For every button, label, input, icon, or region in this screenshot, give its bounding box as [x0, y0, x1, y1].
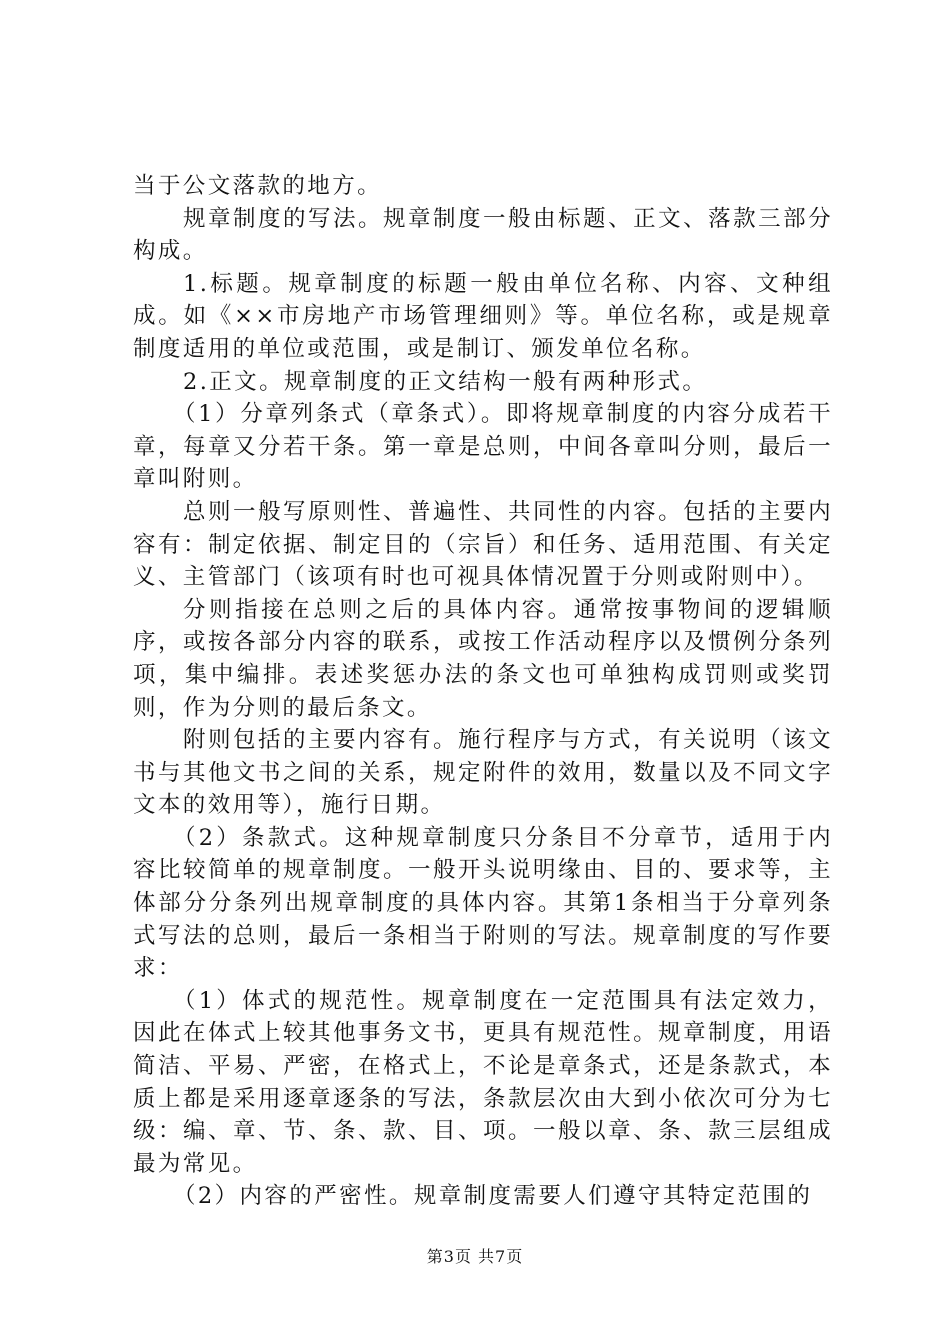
paragraph: （2）条款式。这种规章制度只分条目不分章节，适用于内容比较简单的规章制度。一般开头说明缘由、目的、要求等，主体部分分条列出规章制度的具体内容。其第1条相当于分章列条式写法的总则，最后一条相当于附则的写法。规章制度的写作要求： [133, 824, 833, 982]
paragraph: 附则包括的主要内容有。施行程序与方式，有关说明（该文书与其他文书之间的关系，规定附件的效用，数量以及不同文字文本的效用等），施行日期。 [133, 727, 833, 819]
paragraph: 规章制度的写法。规章制度一般由标题、正文、落款三部分构成。 [133, 205, 833, 265]
document-body [133, 170, 833, 1213]
paragraph: （1）体式的规范性。规章制度在一定范围具有法定效力，因此在体式上较其他事务文书，更具有规范性。规章制度，用语简洁、平易、严密，在格式上，不论是章条式，还是条款式，本质上都是采用逐章逐条的写法，条款层次由大到小依次可分为七级：编、章、节、条、款、目、项。一般以章、条、款三层组成最为常见。 [133, 987, 833, 1177]
paragraph: 2.正文。规章制度的正文结构一般有两种形式。 [183, 368, 708, 395]
paragraph: 分则指接在总则之后的具体内容。通常按事物间的逻辑顺序，或按各部分内容的联系，或按工作活动程序以及惯例分条列项，集中编排。表述奖惩办法的条文也可单独构成罚则或奖罚则，作为分则的最后条文。 [133, 596, 833, 721]
paragraph: 当于公文落款的地方。 [133, 173, 383, 199]
paragraph: 总则一般写原则性、普遍性、共同性的内容。包括的主要内容有：制定依据、制定目的（宗旨）和任务、适用范围、有关定义、主管部门（该项有时也可视具体情况置于分则或附则中）。 [133, 498, 833, 591]
paragraph: （2）内容的严密性。规章制度需要人们遵守其特定范围的 [173, 1183, 813, 1210]
paragraph: （1）分章列条式（章条式）。即将规章制度的内容分成若干章，每章又分若干条。第一章是总则，中间各章叫分则，最后一章叫附则。 [133, 401, 833, 493]
page-footer: 第3页 共7页 [426, 1247, 524, 1266]
paragraph: 1.标题。规章制度的标题一般由单位名称、内容、文种组成。如《××市房地产市场管理细则》等。单位名称，或是规章制度适用的单位或范围，或是制订、颁发单位名称。 [133, 270, 833, 362]
